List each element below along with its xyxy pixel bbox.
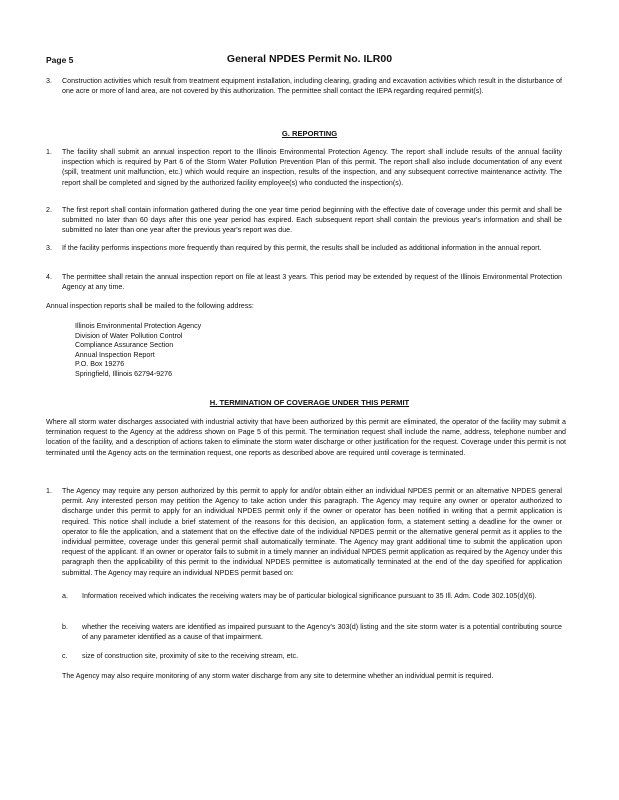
list-letter: c. — [62, 652, 68, 660]
list-letter: a. — [62, 592, 68, 600]
paragraph: Information received which indicates the receiving waters may be of particular biological significance pursuant to 35 Ill. Adm. Code 302.105(d)(6). — [82, 592, 537, 600]
list-number: 2. — [46, 206, 52, 214]
address-line: Springfield, Illinois 62794-9276 — [75, 369, 173, 378]
address-line: P.O. Box 19276 — [75, 360, 125, 369]
paragraph: The facility shall submit an annual inspection report to the Illinois Environmental Protection Agency. The report shall include results of the annual facility inspection which is required by Part 6 of the Storm Water Pollution Prevention Plan of this permit. The report shall also include documentation of any event (spill, treatment unit malfunction, etc.) which would require an inspection, results of the inspection, and any subsequent corrective maintenance activity. The report shall be completed and signed by the authorized facility employee(s) who conducted the inspection(s). — [62, 148, 562, 187]
paragraph: If the facility performs inspections more frequently than required by this permit, the results shall be included as additional information in the annual report. — [62, 244, 542, 252]
mailing-address — [75, 322, 201, 380]
list-number: 3. — [46, 244, 52, 252]
paragraph: size of construction site, proximity of site to the receiving stream, etc. — [82, 652, 299, 660]
list-number: 4. — [46, 273, 52, 281]
page-number: Page 5 — [46, 55, 74, 65]
paragraph: Construction activities which result from treatment equipment installation, including clearing, grading and excavation activities which result in the disturbance of one acre or more of land area, are not covered by this authorization. The permittee shall contact the IEPA regarding required permit(s). — [62, 77, 562, 96]
paragraph: The Agency may require any person authorized by this permit to apply for and/or obtain either an individual NPDES permit or an alternative NPDES general permit. Any interested person may petition the Agency to take action under this paragraph. The Agency may require any owner or operator authorized to discharge under this permit to apply for an individual NPDES permit only if the owner or operator has been notified in writing that a permit application is required. This notice shall include a brief statement of the reasons for this decision, an application form, a statement setting a deadline for the owner or operator to file the application, and a statement that on the effective date of the individual NPDES permit or the alternative general permit as it applies to the individual permittee, coverage under this general permit shall automatically terminate. The Agency may grant additional time to submit the application upon request of the applicant. If an owner or operator fails to submit in a timely manner an individual NPDES permit application as required by the Agency under this paragraph then the applicability of this permit to the individual NPDES permittee is automatically terminated at the end of the day specified for application submittal. The Agency may require an individual NPDES permit based on: — [62, 487, 562, 577]
address-intro: Annual inspection reports shall be mailed to the following address: — [46, 302, 254, 310]
page-title: General NPDES Permit No. ILR00 — [226, 53, 393, 65]
list-letter: b. — [62, 623, 68, 631]
list-number: 1. — [46, 148, 52, 156]
address-line: Compliance Assurance Section — [75, 341, 174, 350]
address-line: Division of Water Pollution Control — [75, 331, 183, 340]
paragraph: Where all storm water discharges associated with industrial activity that have been authorized by this permit are eliminated, the operator of the facility may submit a termination request to the Agency at the address shown on Page 5 of this permit. The termination request shall include the name, address, telephone number and location of the facility, and a description of actions taken to eliminate the storm water discharge or other justification for the request. Coverage under this permit is not terminated until the Agency acts on the termination request, one reports as described above are required until coverage is terminated. — [46, 418, 566, 457]
address-line: Annual Inspection Report — [75, 350, 155, 359]
section-heading-reporting: G. REPORTING — [281, 129, 338, 138]
paragraph: The permittee shall retain the annual inspection report on file at least 3 years. This period may be extended by request of the Illinois Environmental Protection Agency at any time. — [62, 273, 562, 292]
list-number: 1. — [46, 487, 52, 495]
list-number: 3. — [46, 77, 52, 85]
address-line: Illinois Environmental Protection Agency — [75, 322, 202, 330]
paragraph: whether the receiving waters are identified as impaired pursuant to the Agency's 303(d) listing and the site storm water is a potential contributing source of any parameter identified as a cause of that impairment. — [82, 623, 562, 642]
section-heading-termination: H. TERMINATION OF COVERAGE UNDER THIS PERMIT — [209, 398, 410, 407]
paragraph: The first report shall contain information gathered during the one year time period beginning with the effective date of coverage under this permit and shall be submitted no later than 60 days after this one year period has expired. Each subsequent report shall contain the previous year's information and shall be submitted no later than one year after the previous year's report was due. — [62, 206, 562, 235]
paragraph: The Agency may also require monitoring of any storm water discharge from any site to determine whether an individual permit is required. — [62, 672, 494, 680]
